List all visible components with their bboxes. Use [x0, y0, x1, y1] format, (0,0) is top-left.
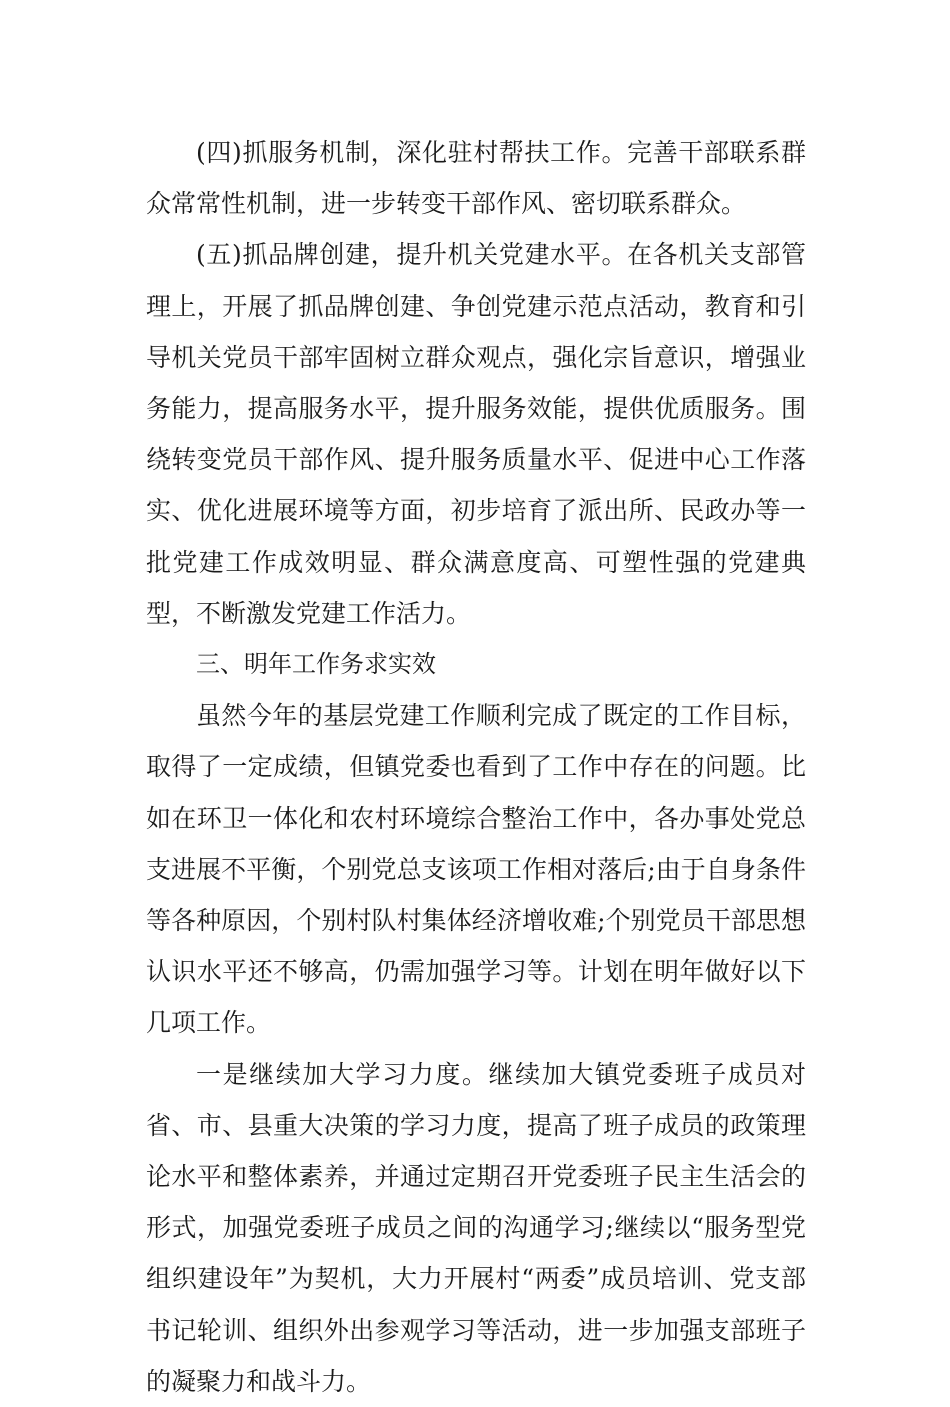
section-heading: 三、明年工作务求实效: [196, 650, 436, 679]
paragraph-study-strength: 一是继续加大学习力度。继续加大镇党委班子成员对省、市、县重大决策的学习力度，提高了班子成员的政策理论水平和整体素养，并通过定期召开党委班子民主生活会的形式，加强党委班子成员之间的沟通学习;继续以“服务型党组织建设年”为契机，大力开展村“两委”成员培训、党支部书记轮训、组织外出参观学习等活动，进一步加强支部班子的凝聚力和战斗力。: [146, 1059, 806, 1396]
document-body: [146, 127, 806, 1407]
paragraph-problems: 虽然今年的基层党建工作顺利完成了既定的工作目标，取得了一定成绩，但镇党委也看到了工作中存在的问题。比如在环卫一体化和农村环境综合整治工作中，各办事处党总支进展不平衡，个别党总支该项工作相对落后;由于自身条件等各种原因，个别村队村集体经济增收难;个别党员干部思想认识水平还不够高，仍需加强学习等。计划在明年做好以下几项工作。: [146, 701, 806, 1038]
paragraph-brand-building: (五)抓品牌创建，提升机关党建水平。在各机关支部管理上，开展了抓品牌创建、争创党建示范点活动，教育和引导机关党员干部牢固树立群众观点，强化宗旨意识，增强业务能力，提高服务水平，提升服务效能，提供优质服务。围绕转变党员干部作风、提升服务质量水平、促进中心工作落实、优化进展环境等方面，初步培育了派出所、民政办等一批党建工作成效明显、群众满意度高、可塑性强的党建典型，不断激发党建工作活力。: [146, 240, 806, 628]
paragraph-service-mechanism: (四)抓服务机制，深化驻村帮扶工作。完善干部联系群众常常性机制，进一步转变干部作风、密切联系群众。: [146, 138, 806, 219]
